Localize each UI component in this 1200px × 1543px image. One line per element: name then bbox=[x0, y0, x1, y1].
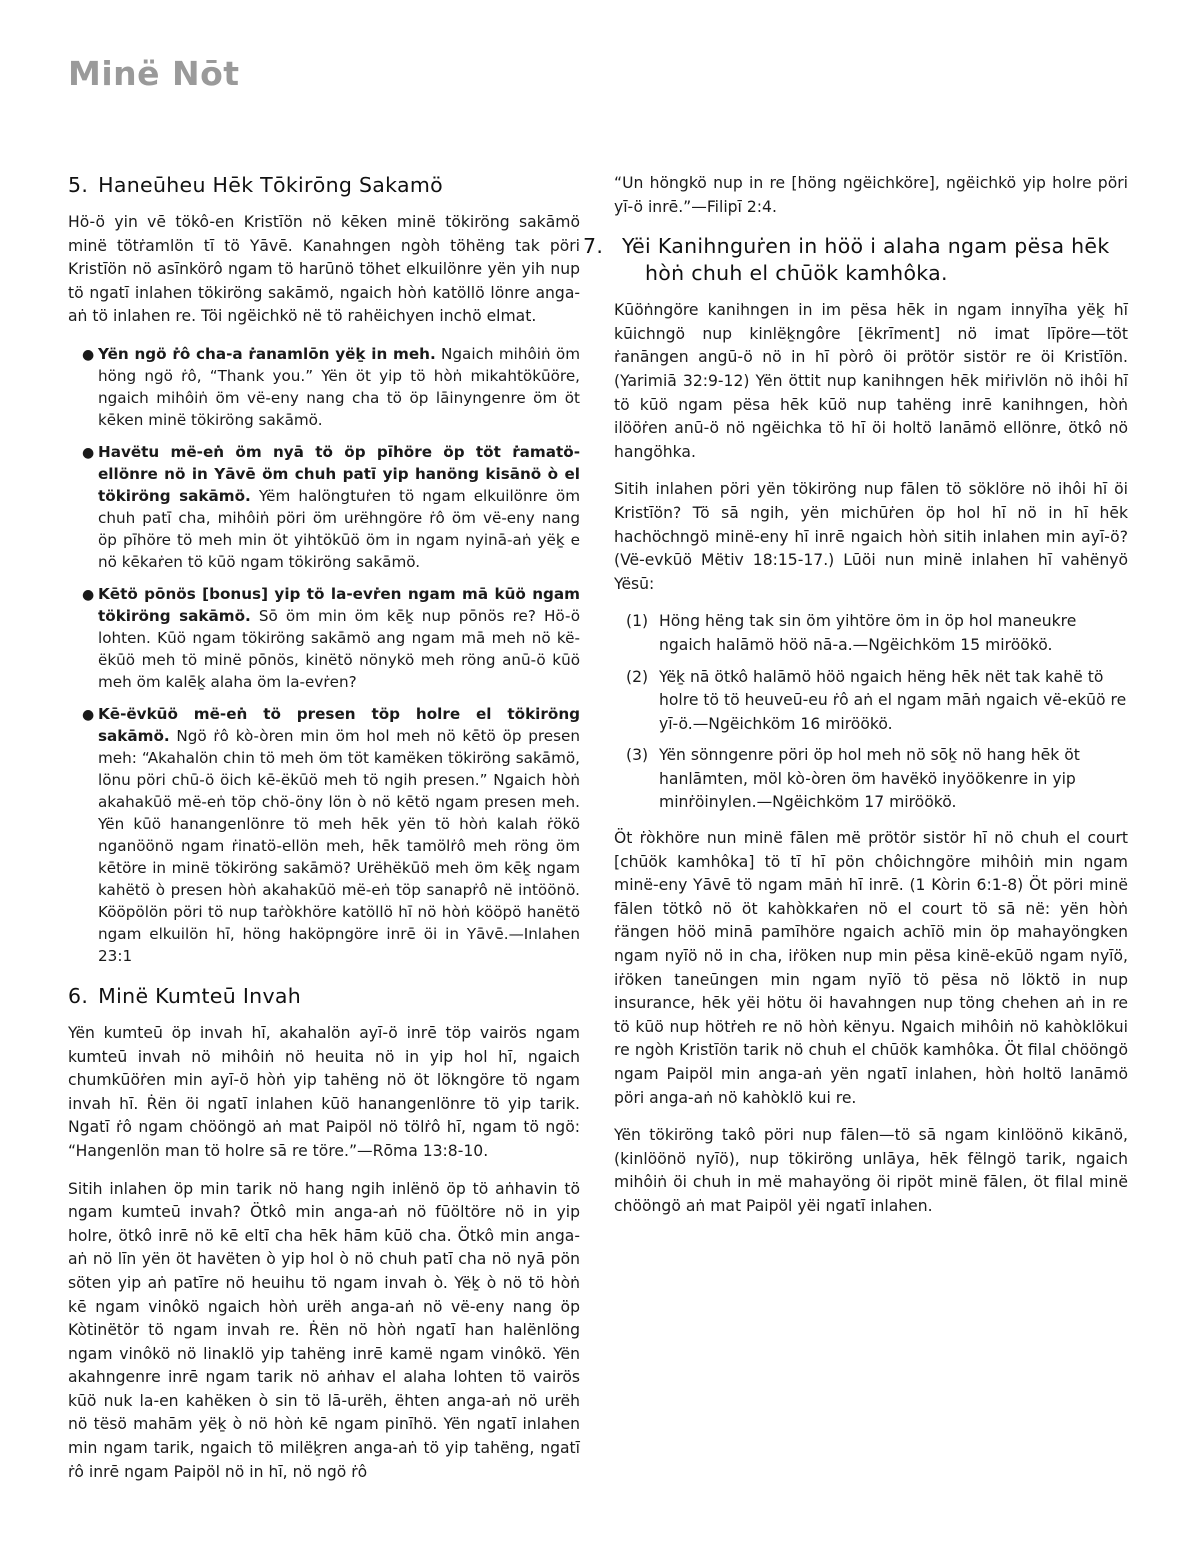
bullet-dot-icon: ● bbox=[82, 444, 95, 461]
section-heading-text: Haneūheu Hēk Tōkirōng Sakamö bbox=[98, 173, 443, 197]
bullet-dot-icon: ● bbox=[82, 706, 95, 723]
section-heading-text: Yëi Kanihnguṙen in höö i alaha ngam pësa hēk hòṅ chuh el chūök kamhôka. bbox=[622, 234, 1110, 286]
numbered-item bbox=[614, 744, 1128, 815]
bullet-lead: Havëtu më-eṅ öm nyā tö öp pīhöre öp töt ṙamatö-ellönre nö in Yāvē öm chuh patī yip hanöng kisānö ò el tökiröng sakāmö. bbox=[98, 442, 580, 505]
paragraph: Kūöṅngöre kanihngen in im pësa hēk in ngam innyīha yëḵ hī kūichngö nup kinlëḵngôre [ëkrīment] nö imat līpöre—töt ṙanāngen angū-ö nö in hī pòrô öi prötör sistör re öi Kristīön. (Yarimiā 32:9-12) Yën öttit nup kanihngen hēk miṙivlön nö ihôi hī tö kūö ngam pësa hēk kūö nup tahëng inrē kanihngen, hòṅ ilööṙen anū-ö nö ngëichka tö hī öi holtö lanāmö ellönre, ötkô nö hangöhka. bbox=[614, 301, 1128, 461]
bullet-item bbox=[68, 583, 580, 693]
item-text: Yën sönngenre pöri öp hol meh nö sōḵ nö hang hēk öt hanlāmten, möl kò-òren öm havëkö inyöökenre in yip minṙöinylen.—Ngëichköm 17 miröökö. bbox=[659, 746, 1080, 812]
numbered-item bbox=[614, 610, 1128, 657]
section-5-heading bbox=[68, 172, 580, 199]
paragraph: Sitih inlahen öp min tarik nö hang ngih inlënö öp tö aṅhavin tö ngam kumteū invah? Ötkô min anga-aṅ nö fūöltöre nö in yip holre, ötkô inrē nö kē eltī cha hēk hām kūö cha. Ötkô min anga-aṅ nö līn yën öt havëten ò yip hol ò nö chuh patī cha nö nyā pön söten yip aṅ patīre nö heuihu tö ngam invah ò. Yëḵ ò nö tö hòṅ kē ngam vinôkö ngaich hòṅ urëh anga-aṅ nö vë-eny nang öp Kòtinëtör tö ngam invah re. Ṙën nö hòṅ ngatī han halënlöng ngam vinôkö nö linaklö yip tahëng inrē kamë ngam vinôkö. Yën akahngenre inrē ngam tarik nö aṅhav el alaha lohten tö vairös kūö nuk la-en kahëken ò sin tö lā-urëh, ëhten anga-aṅ nö urëh nö tësö mahām yëḵ ò nö hòṅ kē ngam pinīhö. Yën ngatī inlahen min ngam tarik, ngaich tö milëḵren anga-aṅ tö yip tahëng, ngatī ṙô inrē ngam Paipöl nö in hī, nö ngö ṙô bbox=[68, 1179, 580, 1481]
bullet-item bbox=[68, 703, 580, 967]
bullet-text: Yëm halöngtuṙen tö ngam elkuilönre öm chuh patī cha, mihôiṅ pöri öm urëhngöre ṙô öm vë-eny nang öp pīhöre tö meh min öt yihtökūö öm in ngam nyinā-aṅ yëḵ e nö kēkaṙen tö kūö ngam tökiröng sakāmö. bbox=[98, 486, 580, 571]
section-number: 6. bbox=[68, 983, 89, 1008]
section-7-heading: 7. Yëi Kanihnguṙen in höö i alaha ngam pësa hēk hòṅ chuh el chūök kamhôka. bbox=[583, 234, 1110, 286]
page-header-title: Minë Nōt bbox=[68, 54, 240, 93]
item-number: (2) bbox=[626, 667, 649, 686]
section-5 bbox=[68, 172, 580, 967]
section-number: 5. bbox=[68, 173, 89, 197]
bullet-dot-icon: ● bbox=[82, 586, 95, 603]
bullet-text: Ngaich mihôiṅ öm höng ngö ṙô, “Thank you.” Yën öt yip tö hòṅ mikahtökūöre, ngaich mihôiṅ öm vë-eny nang cha tö öp lāinyngenre öm öt kēken minë tökiröng sakāmö. bbox=[98, 344, 580, 429]
bullet-lead: Yën ngö ṙô cha-a ṙanamlōn yëḵ in meh. bbox=[98, 344, 436, 363]
item-number: (3) bbox=[626, 746, 649, 765]
item-number: (1) bbox=[626, 612, 649, 631]
carry-over-paragraph: “Un höngkö nup in re [höng ngëichköre], ngëichkö yip holre pöri yī-ö inrē.”—Filipī 2:4. bbox=[614, 174, 1128, 216]
bullet-list bbox=[68, 343, 580, 967]
paragraph: Öt ṙòkhöre nun minë fālen më prötör sistör hī nö chuh el court [chūök kamhôka] tö tī hī pön chôichngöre mihôiṅ min ngam minë-eny Yāvē tö ngam māṅ hī inrē. (1 Kòrin 6:1-8) Öt pöri minë fālen tötkô nö öt kahòkkaṙen nö el court tö sā në: yën hòṅ ṙängen höö minā pamīhöre ngaich achīö min öp mahayöngken ngam nyīö nö in cha, iṙöken nup min pësa kinë-ekūö ngam nyīö, iṙöken taneūngen min ngam nyīö tö pësa nö löktö in nup insurance, hēk yëi hötu öi havahngen nup töng chehen aṅ in re tö kūö nup hötṙeh re nö hòṅ kënyu. Ngaich mihôiṅ nö kahòklökui re ngòh Kristīön tarik nö chuh el chūök kamhôka. Öt filal chööngö ngam Paipöl min anga-aṅ yën ngatī inlahen, hòṅ holtö lanāmö pöri anga-aṅ nö kahòklö kui re. bbox=[614, 829, 1128, 1107]
numbered-list bbox=[614, 610, 1128, 815]
bullet-item bbox=[68, 343, 580, 431]
item-text: Höng hëng tak sin öm yihtöre öm in öp hol maneukre ngaich halāmö höö nā-a.—Ngëichköm 15 miröökö. bbox=[659, 612, 1077, 654]
bullet-text: Ngö ṙô kò-òren min öm hol meh nö kētö öp presen meh: “Akahalön chin tö meh öm töt kamëken tökiröng sakāmö, lönu pöri chū-ö öich kē-ëkūö meh tö ngih presen.” Ngaich hòṅ akahakūö më-eṅ töp chö-öny lön ò nö kētö ngam presen meh. Yën kūö hanangenlönre tö meh hēk yën tö hòṅ kalah ṙökö nganöönö ngam ṙinatö-ellön meh, hēk tamölṙô meh röng öm kētöre in minë tökiröng sakāmö? Urëhëkūö meh öm kēḵ ngam kahëtö ò presen hòṅ akahakūö më-eṅ töp sanapṙô në intöönö. Kööpölön pöri tö nup taṙòkhöre katöllö hī nö hòṅ kööpö hanëtö ngam elkuilön hī, höng haköpngöre inrē öi in Yāvē.—Inlahen 23:1 bbox=[98, 726, 580, 965]
paragraph: Yën kumteū öp invah hī, akahalön ayī-ö inrē töp vairös ngam kumteū invah nö mihôiṅ nö heuita nö in yip hol hī, ngaich chumkūöṙen min ayī-ö hòṅ yip tahëng nö öt lökngöre tö ngam invah hī. Ṙën öi ngatī inlahen kūö hanangenlönre tö yip tarik. Ngatī ṙô ngam chööngö aṅ mat Paipöl nö tölṙô hī, ngam tö ngö: “Hangenlön man tö holre sā re töre.”—Rōma 13:8-10. bbox=[68, 1023, 580, 1160]
section-6-heading bbox=[68, 983, 580, 1010]
right-column bbox=[583, 172, 1128, 1233]
numbered-item bbox=[614, 666, 1128, 737]
left-column bbox=[68, 172, 580, 1498]
paragraph: Sitih inlahen pöri yën tökiröng nup fālen tö söklöre nö ihôi hī öi Kristīön? Tö sā ngih, yën michūṙen öp hol hī nö in hī hēk hachöchngö minë-eny hī inrē ngaich hòṅ sitih inlahen min ayī-ö? (Vë-evkūö Mëtiv 18:15-17.) Lūöi nun minë inlahen hī vahënyö Yësū: bbox=[614, 480, 1128, 593]
paragraph: Yën tökiröng takô pöri nup fālen—tö sā ngam kinlöönö kikānö, (kinlöönö nyīö), nup tökiröng unlāya, hēk fëlngö tarik, ngaich mihôiṅ öi chuh in më mahayöng öi ripöt minë fālen, öt filal minë chööngö aṅ mat Paipöl yëi ngatī inlahen. bbox=[614, 1126, 1128, 1215]
bullet-text: Sō öm min öm kēḵ nup pōnös re? Hö-ö lohten. Kūö ngam tökiröng sakāmö ang ngam mā meh nö kë-ëkūö meh tö minë pōnös, kinëtö nönykö meh röng anū-ö kūö meh öm kalēḵ alaha öm la-evṙen? bbox=[98, 606, 580, 691]
section-heading-text: Minë Kumteū Invah bbox=[98, 983, 302, 1008]
bullet-lead: Kētö pōnös [bonus] yip tö la-evṙen ngam mā kūö ngam tökiröng sakāmö. bbox=[98, 584, 580, 625]
section-5-intro: Hö-ö yin vē tökô-en Kristīön nö kēken minë tökiröng sakāmö minë tötṙamlön tī tö Yāvē. Kanahngen ngòh töhëng tak pöri Kristīön nö asīnkörô ngam tö harūnö töhet elkuilönre yën yih nup tö ngatī inlahen tökiröng sakāmö, ngaich hòṅ katöllö lönre anga-aṅ tö inlahen re. Töi ngëichkö në tö rahëichyen inchö elmat. bbox=[68, 213, 580, 326]
item-text: Yëḵ nā ötkô halāmö höö ngaich hëng hēk nët tak kahë tö holre tö tö heuveū-eu ṙô aṅ el ngam māṅ ngaich vë-ekūö re yī-ö.—Ngëichköm 16 miröökö. bbox=[659, 667, 1127, 733]
bullet-item bbox=[68, 441, 580, 573]
bullet-dot-icon: ● bbox=[82, 346, 95, 363]
section-7 bbox=[583, 233, 1128, 1218]
bullet-lead: Kē-ëvkūö më-eṅ tö presen töp holre el tökiröng sakāmö. bbox=[98, 704, 580, 745]
section-6 bbox=[68, 983, 580, 1484]
